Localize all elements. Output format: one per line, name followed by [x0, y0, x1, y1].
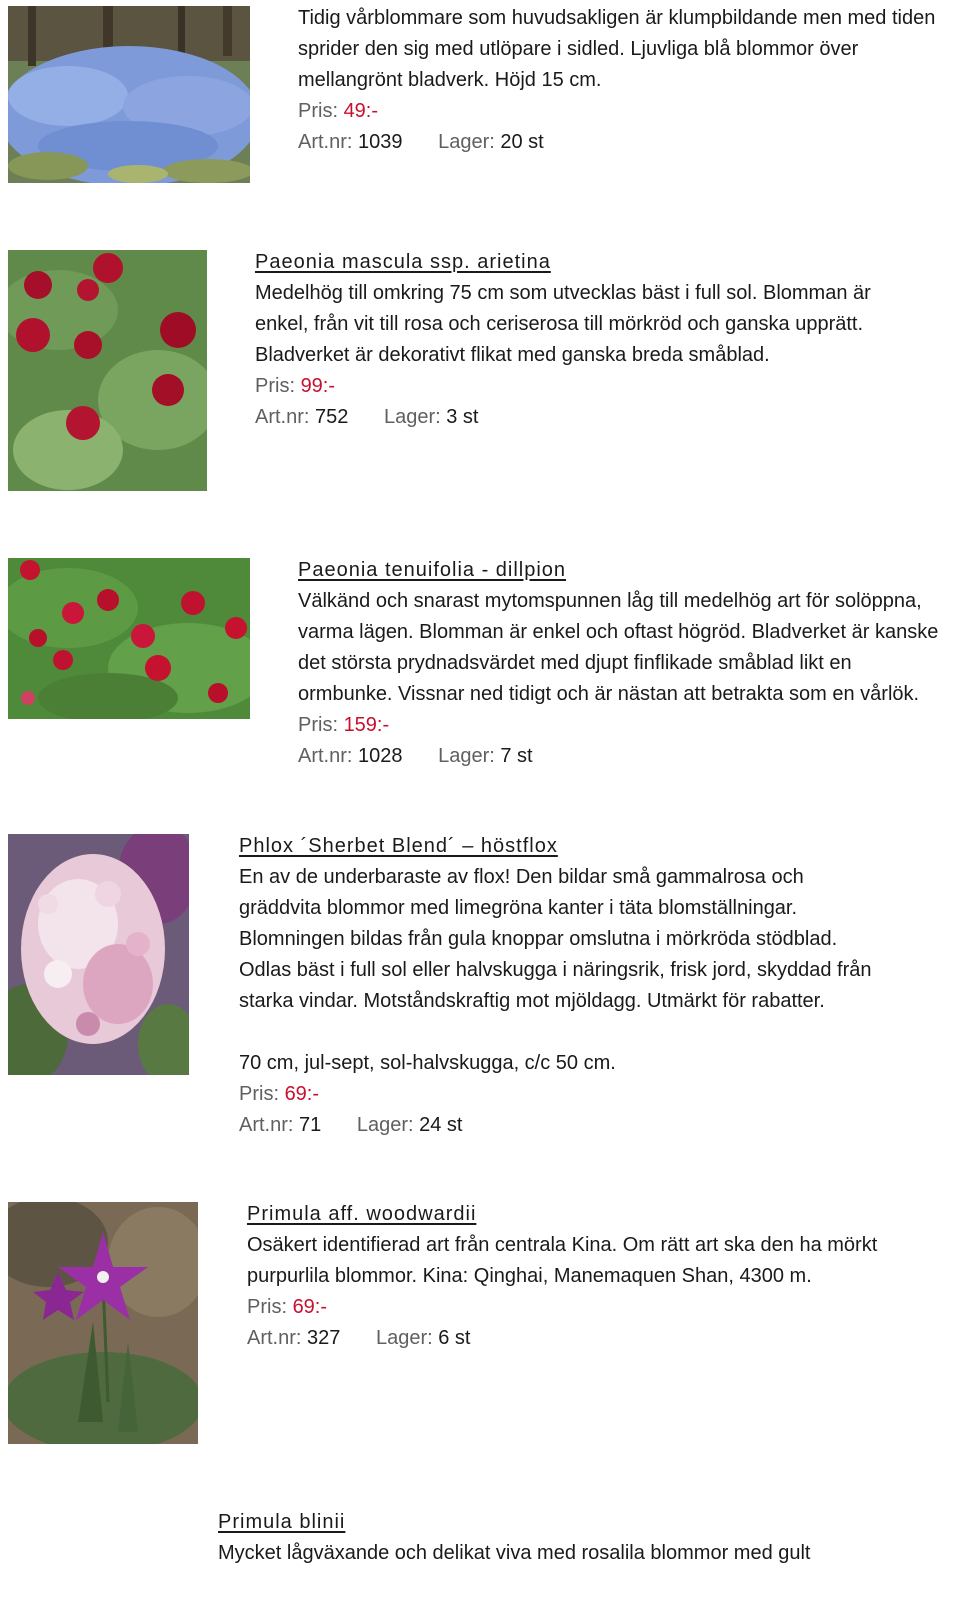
product-photo[interactable]: [8, 558, 250, 719]
meta-row: [298, 127, 938, 158]
stock-value: 24 st: [419, 1114, 463, 1136]
artnr-value: 71: [299, 1114, 322, 1136]
price-value: 159:-: [343, 714, 390, 736]
entry-text: [239, 831, 889, 1141]
product-title-link[interactable]: Primula blinii: [218, 1511, 346, 1533]
price-row: [298, 710, 948, 741]
stock-label: Lager:: [438, 131, 495, 153]
price-row: [255, 371, 905, 402]
price-value: 69:-: [292, 1296, 328, 1318]
stock-value: 7 st: [500, 745, 533, 767]
artnr-value: 1028: [358, 745, 403, 767]
price-label: Pris:: [298, 714, 338, 736]
artnr-label: Art.nr:: [255, 406, 310, 428]
meta-row: [255, 402, 905, 433]
product-photo[interactable]: [8, 1202, 198, 1444]
product-description: En av de underbaraste av flox! Den bildar små gammalrosa och gräddvita blommor med limegröna kanter i täta blomställningar. Blomningen bildas från gula knoppar omslutna i mörkröda stödblad. Odlas bäst i full sol eller halvskugga i näringsrik, frisk jord, skyddad från starka vindar. Motståndskraftig mot mjöldagg. Utmärkt för rabatter.: [239, 866, 872, 1012]
product-description: Tidig vårblommare som huvudsakligen är klumpbildande men med tiden sprider den sig med utlöpare i sidled. Ljuvliga blå blommor över mellangrönt bladverk. Höjd 15 cm.: [298, 7, 936, 91]
product-description: Välkänd och snarast mytomspunnen låg till medelhög art för solöppna, varma lägen. Blomman är enkel och oftast högröd. Bladverket är kanske det största prydnadsvärdet med djupt finflikade småblad likt en ormbunke. Vissnar ned tidigt och är nästan att betrakta som en vårlök.: [298, 590, 939, 705]
price-label: Pris:: [298, 100, 338, 122]
spacer: [239, 1017, 889, 1048]
photo-red-peony-icon: [8, 250, 207, 491]
entry-text: [247, 1199, 887, 1354]
product-description: Medelhög till omkring 75 cm som utvecklas bäst i full sol. Blomman är enkel, från vit till rosa och ceriserosa till mörkröd och ganska upprätt. Bladverket är dekorativt flikat med ganska breda småblad.: [255, 282, 871, 366]
product-title-link[interactable]: Paeonia mascula ssp. arietina: [255, 251, 551, 273]
price-value: 69:-: [284, 1083, 320, 1105]
stock-value: 6 st: [438, 1327, 471, 1349]
artnr-value: 327: [307, 1327, 341, 1349]
product-description: Mycket lågväxande och delikat viva med rosalila blommor med gult: [218, 1542, 811, 1564]
photo-phlox-icon: [8, 834, 189, 1075]
product-title-link[interactable]: Paeonia tenuifolia - dillpion: [298, 559, 567, 581]
artnr-value: 1039: [358, 131, 403, 153]
entry-text: [298, 555, 948, 772]
price-value: 99:-: [300, 375, 336, 397]
entry-text: [255, 247, 905, 433]
stock-label: Lager:: [375, 1327, 433, 1349]
entry-text: [218, 1507, 918, 1569]
stock-value: 3 st: [446, 406, 479, 428]
price-row: [239, 1079, 889, 1110]
price-value: 49:-: [343, 100, 379, 122]
meta-row: [247, 1323, 887, 1354]
product-specs: 70 cm, jul-sept, sol-halvskugga, c/c 50 cm.: [239, 1052, 616, 1074]
meta-row: [298, 741, 948, 772]
artnr-label: Art.nr:: [298, 131, 353, 153]
product-photo[interactable]: [8, 6, 250, 183]
price-row: [298, 96, 938, 127]
price-label: Pris:: [255, 375, 295, 397]
artnr-label: Art.nr:: [239, 1114, 294, 1136]
artnr-value: 752: [315, 406, 349, 428]
artnr-label: Art.nr:: [247, 1327, 302, 1349]
product-title-link[interactable]: Phlox ´Sherbet Blend´ – höstflox: [239, 835, 558, 857]
stock-label: Lager:: [383, 406, 441, 428]
stock-label: Lager:: [438, 745, 495, 767]
photo-blue-flowers-icon: [8, 6, 250, 183]
entry-text: [298, 3, 938, 158]
stock-value: 20 st: [500, 131, 544, 153]
photo-purple-primula-icon: [8, 1202, 198, 1444]
photo-fernleaf-peony-icon: [8, 558, 250, 719]
price-label: Pris:: [239, 1083, 279, 1105]
stock-label: Lager:: [356, 1114, 414, 1136]
meta-row: [239, 1110, 889, 1141]
price-row: [247, 1292, 887, 1323]
product-title-link[interactable]: Primula aff. woodwardii: [247, 1203, 477, 1225]
product-description: Osäkert identifierad art från centrala Kina. Om rätt art ska den ha mörkt purpurlila blommor. Kina: Qinghai, Manemaquen Shan, 4300 m.: [247, 1234, 878, 1287]
product-photo[interactable]: [8, 250, 207, 491]
price-label: Pris:: [247, 1296, 287, 1318]
product-photo[interactable]: [8, 834, 189, 1075]
artnr-label: Art.nr:: [298, 745, 353, 767]
